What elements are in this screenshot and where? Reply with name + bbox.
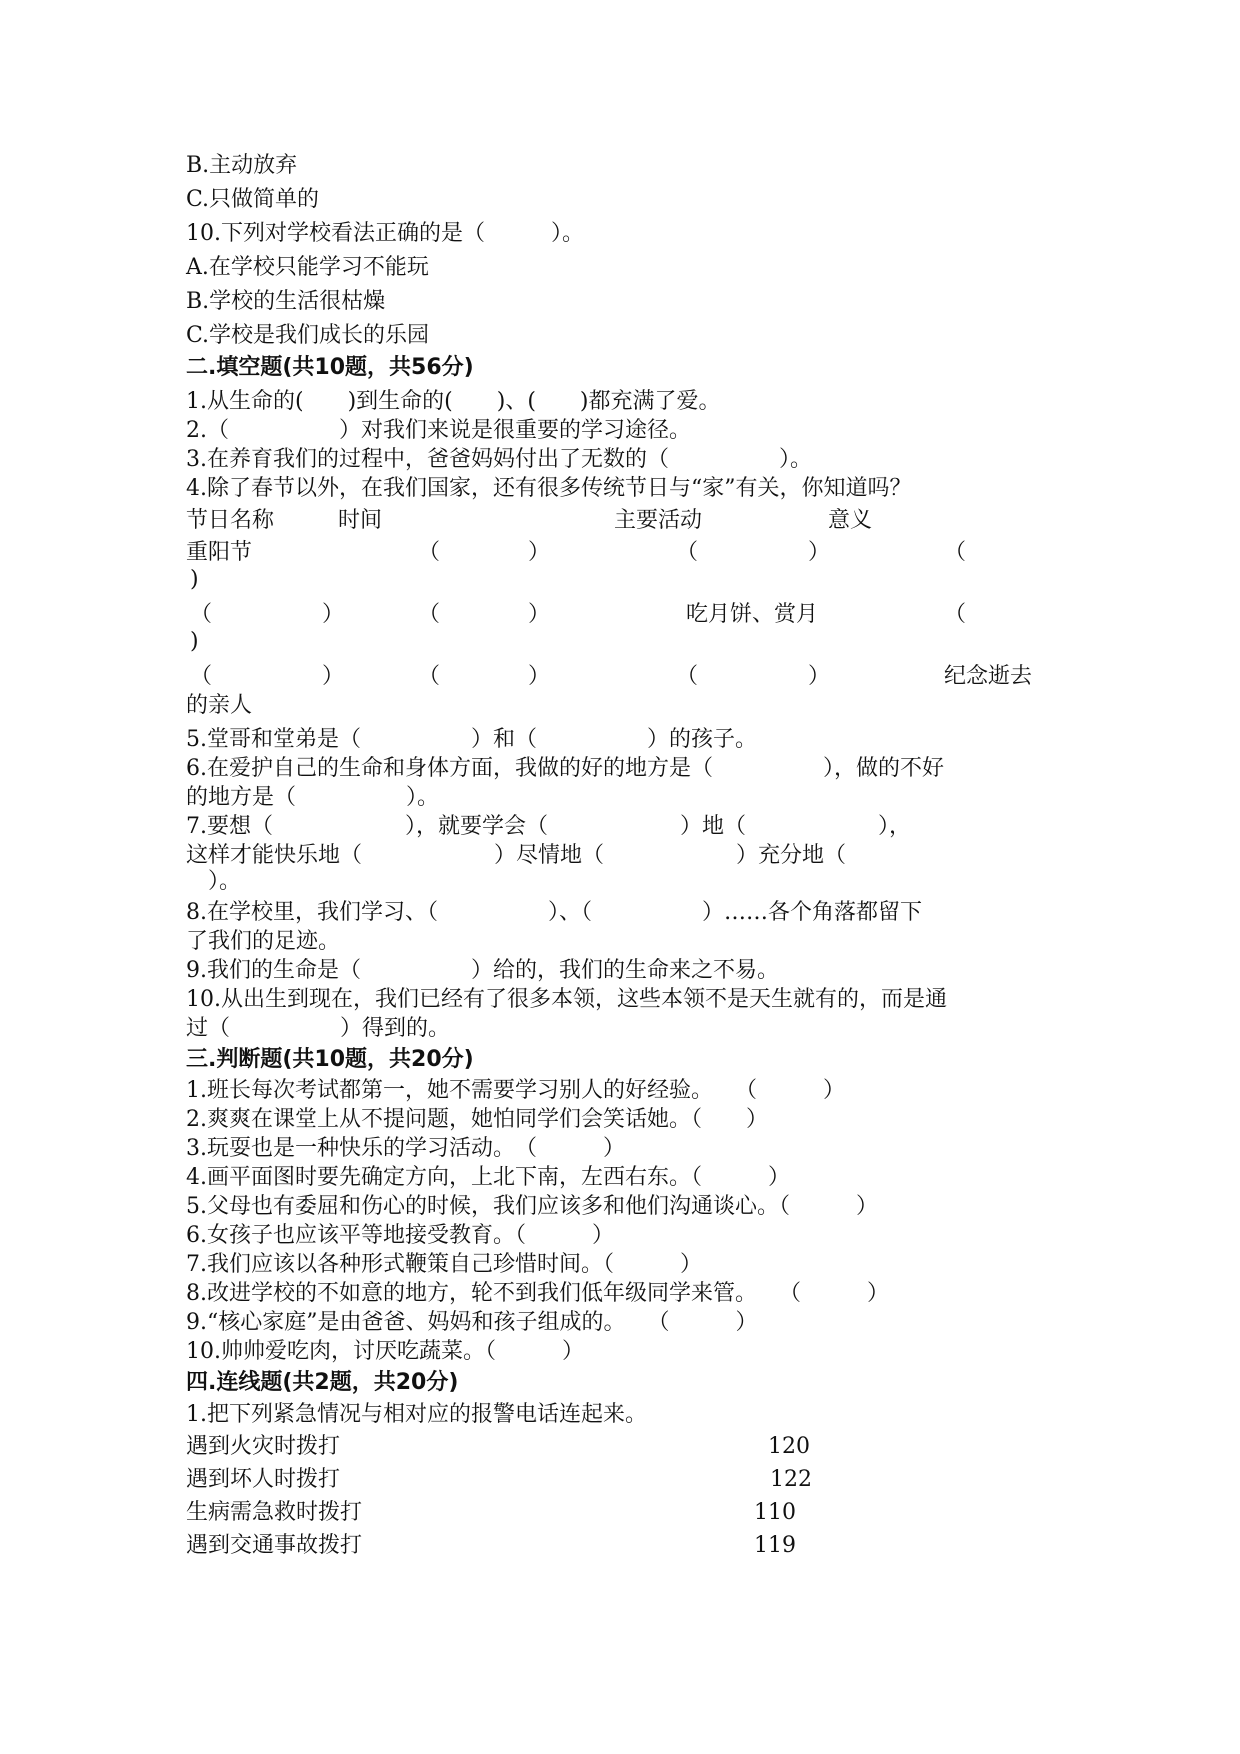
table-row2-meaning: （ (944, 602, 967, 627)
q10-option-a: A.在学校只能学习不能玩 (186, 255, 429, 280)
section-heading-matching: 四.连线题(共2题，共20分) (186, 1370, 459, 1395)
table-row1-wrap: ) (190, 567, 199, 592)
q9-option-c: C.只做简单的 (186, 187, 320, 212)
fill-q8-line1: 8.在学校里，我们学习、（ ）、（ ）……各个角落都留下 (186, 900, 922, 925)
match-q1-stem: 1.把下列紧急情况与相对应的报警电话连起来。 (186, 1402, 647, 1427)
fill-q6-line2: 的地方是（ ）。 (186, 785, 440, 810)
tf-q10: 10.帅帅爱吃肉，讨厌吃蔬菜。（ ） (186, 1339, 584, 1364)
table-header-time: 时间 (338, 508, 383, 533)
table-header-name: 节日名称 (186, 508, 275, 533)
tf-q1: 1.班长每次考试都第一，她不需要学习别人的好经验。 （ ） (186, 1078, 845, 1103)
tf-q4: 4.画平面图时要先确定方向，上北下南，左西右东。（ ） (186, 1165, 790, 1190)
tf-q8: 8.改进学校的不如意的地方，轮不到我们低年级同学来管。 （ ） (186, 1281, 889, 1306)
q10-option-b: B.学校的生活很枯燥 (186, 289, 386, 314)
table-row1-name: 重阳节 (186, 540, 253, 565)
table-row2-time: （ ） (418, 602, 551, 627)
match-left-3: 生病需急救时拨打 (186, 1500, 363, 1525)
section-heading-fill-blank: 二.填空题(共10题，共56分) (186, 355, 474, 380)
table-row3-meaning: 纪念逝去 (944, 664, 1033, 689)
fill-q7-line2: 这样才能快乐地（ ）尽情地（ ）充分地（ (186, 843, 847, 868)
table-row3-time: （ ） (418, 664, 551, 689)
q9-option-b: B.主动放弃 (186, 153, 298, 178)
q10-stem: 10.下列对学校看法正确的是（ ）。 (186, 221, 584, 246)
tf-q3: 3.玩耍也是一种快乐的学习活动。 （ ） (186, 1136, 625, 1161)
fill-q4: 4.除了春节以外，在我们国家，还有很多传统节日与“家”有关，你知道吗？ (186, 476, 912, 501)
fill-q3: 3.在养育我们的过程中，爸爸妈妈付出了无数的（ ）。 (186, 447, 812, 472)
fill-q6-line1: 6.在爱护自己的生命和身体方面，我做的好的地方是（ ），做的不好 (186, 756, 944, 781)
fill-q2: 2.（ ）对我们来说是很重要的学习途径。 (186, 418, 691, 443)
match-left-2: 遇到坏人时拨打 (186, 1467, 341, 1492)
table-row2-activity: 吃月饼、赏月 (686, 602, 819, 627)
fill-q7-line1: 7.要想（ ），就要学会（ ）地（ ）， (186, 814, 911, 839)
tf-q2: 2.爽爽在课堂上从不提问题，她怕同学们会笑话她。（ ） (186, 1107, 768, 1132)
match-right-4: 119 (754, 1533, 796, 1558)
table-row2-wrap: ) (190, 629, 199, 654)
table-row2-name: （ ） (190, 602, 345, 627)
table-row1-activity: （ ） (676, 540, 831, 565)
table-row1-time: （ ） (418, 540, 551, 565)
tf-q6: 6.女孩子也应该平等地接受教育。（ ） (186, 1223, 614, 1248)
table-header-meaning: 意义 (828, 508, 873, 533)
table-row3-wrap: 的亲人 (186, 693, 253, 718)
table-row1-meaning: （ (944, 540, 967, 565)
match-right-3: 110 (754, 1500, 796, 1525)
section-heading-true-false: 三.判断题(共10题，共20分) (186, 1047, 474, 1072)
fill-q5: 5.堂哥和堂弟是（ ）和（ ）的孩子。 (186, 727, 757, 752)
match-right-2: 122 (770, 1467, 812, 1492)
match-left-1: 遇到火灾时拨打 (186, 1434, 341, 1459)
fill-q10-line2: 过（ ）得到的。 (186, 1016, 451, 1041)
tf-q7: 7.我们应该以各种形式鞭策自己珍惜时间。（ ） (186, 1252, 702, 1277)
fill-q7-line3: ）。 (186, 869, 242, 894)
fill-q10-line1: 10.从出生到现在，我们已经有了很多本领，这些本领不是天生就有的，而是通 (186, 987, 947, 1012)
table-row3-activity: （ ） (676, 664, 831, 689)
table-header-activity: 主要活动 (614, 508, 703, 533)
tf-q9: 9.“核心家庭”是由爸爸、妈妈和孩子组成的。 （ ） (186, 1310, 758, 1335)
table-row3-name: （ ） (190, 664, 345, 689)
match-left-4: 遇到交通事故拨打 (186, 1533, 363, 1558)
tf-q5: 5.父母也有委屈和伤心的时候，我们应该多和他们沟通谈心。（ ） (186, 1194, 878, 1219)
q10-option-c: C.学校是我们成长的乐园 (186, 323, 430, 348)
fill-q8-line2: 了我们的足迹。 (186, 929, 341, 954)
match-right-1: 120 (768, 1434, 810, 1459)
fill-q1: 1.从生命的( )到生命的( )、( )都充满了爱。 (186, 389, 721, 414)
fill-q9: 9.我们的生命是（ ）给的，我们的生命来之不易。 (186, 958, 779, 983)
